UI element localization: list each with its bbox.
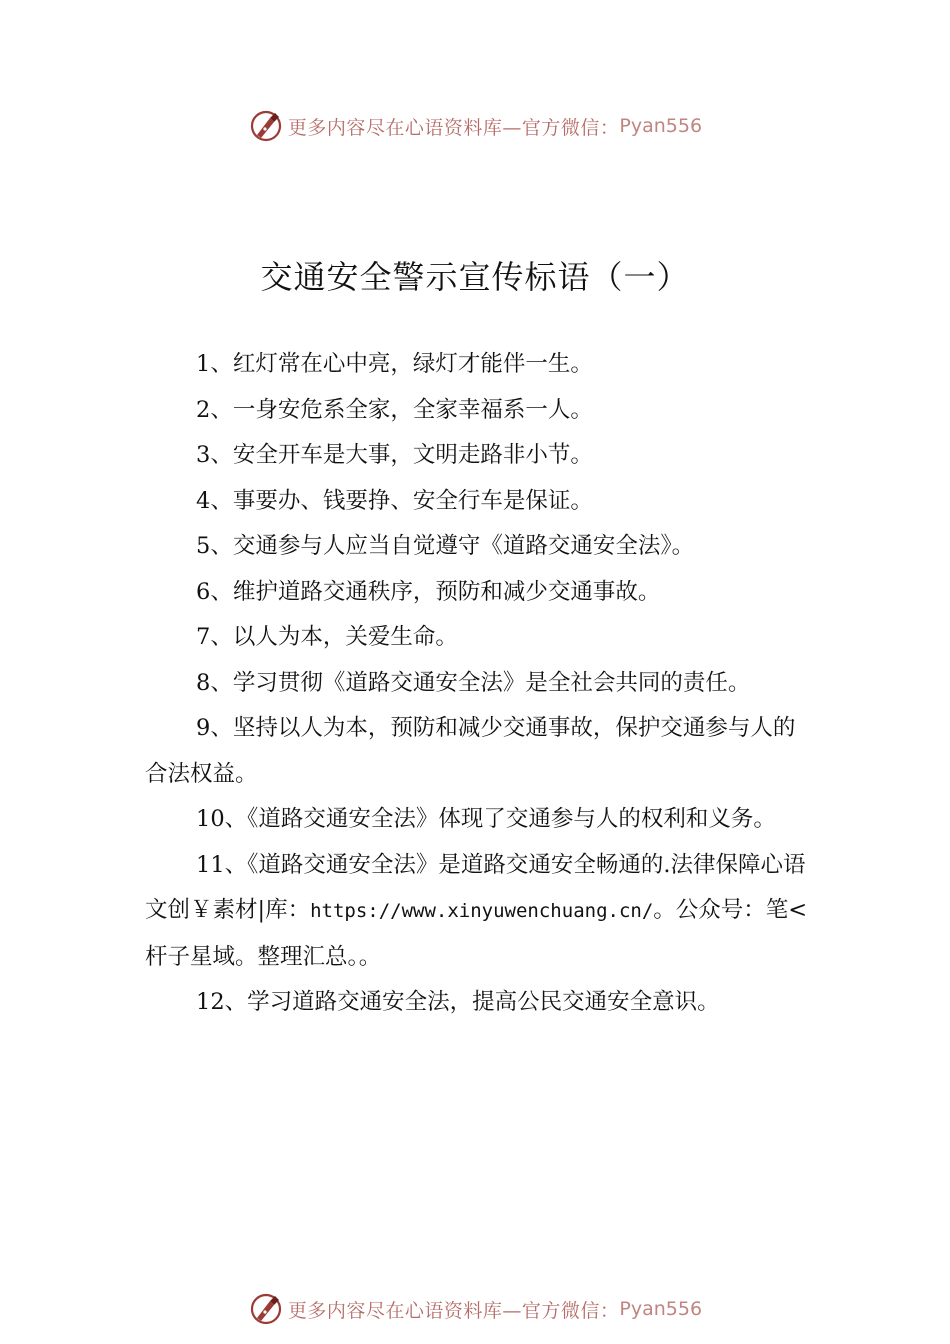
item-11-text: 11、《道路交通安全法》是道路交通安全畅通的.法律保障心语文创￥素材|库： [145,851,806,923]
list-item: 7、以人为本，关爱生命。 [196,624,458,650]
item-11-suffix: 。公众号：笔<杆子星域。整理汇总。。 [145,897,808,970]
list-item: 6、维护道路交通秩序，预防和减少交通事故。 [196,578,661,605]
list-item: 1、红灯常在心中亮，绿灯才能伴一生。 [196,351,593,377]
list-item: 3、安全开车是大事，文明走路非小节。 [196,442,593,468]
list-item: 10、《道路交通安全法》体现了交通参与人的权利和义务。 [196,806,776,832]
source-url: https://www.xinyuwenchuang.cn/ [310,900,654,922]
list-item: 9、坚持以人为本，预防和减少交通事故，保护交通参与人的合法权益。 [145,715,796,787]
list-item: 12、学习道路交通安全法，提高公民交通安全意识。 [196,989,720,1015]
list-item: 5、交通参与人应当自觉遵守《道路交通安全法》。 [196,533,695,559]
list-item: 4、事要办、钱要挣、安全行车是保证。 [196,487,593,514]
list-item: 2、一身安危系全家，全家幸福系一人。 [196,396,593,423]
banner-wechat-id: Pyan556 [619,1298,703,1320]
footer-banner [0,1289,950,1329]
list-item-11 [145,843,810,981]
banner-text: 更多内容尽在心语资料库—官方微信： [287,116,620,139]
banner-wechat-id: Pyan556 [619,115,703,137]
slogan-list [145,342,810,1026]
pen-nib-logo-icon [248,108,284,144]
header-banner [0,106,950,146]
page-title: 交通安全警示宣传标语（一） [260,258,690,296]
pen-nib-logo-icon [248,1291,284,1327]
banner-text: 更多内容尽在心语资料库—官方微信： [287,1299,620,1322]
list-item: 8、学习贯彻《道路交通安全法》是全社会共同的责任。 [196,669,751,696]
